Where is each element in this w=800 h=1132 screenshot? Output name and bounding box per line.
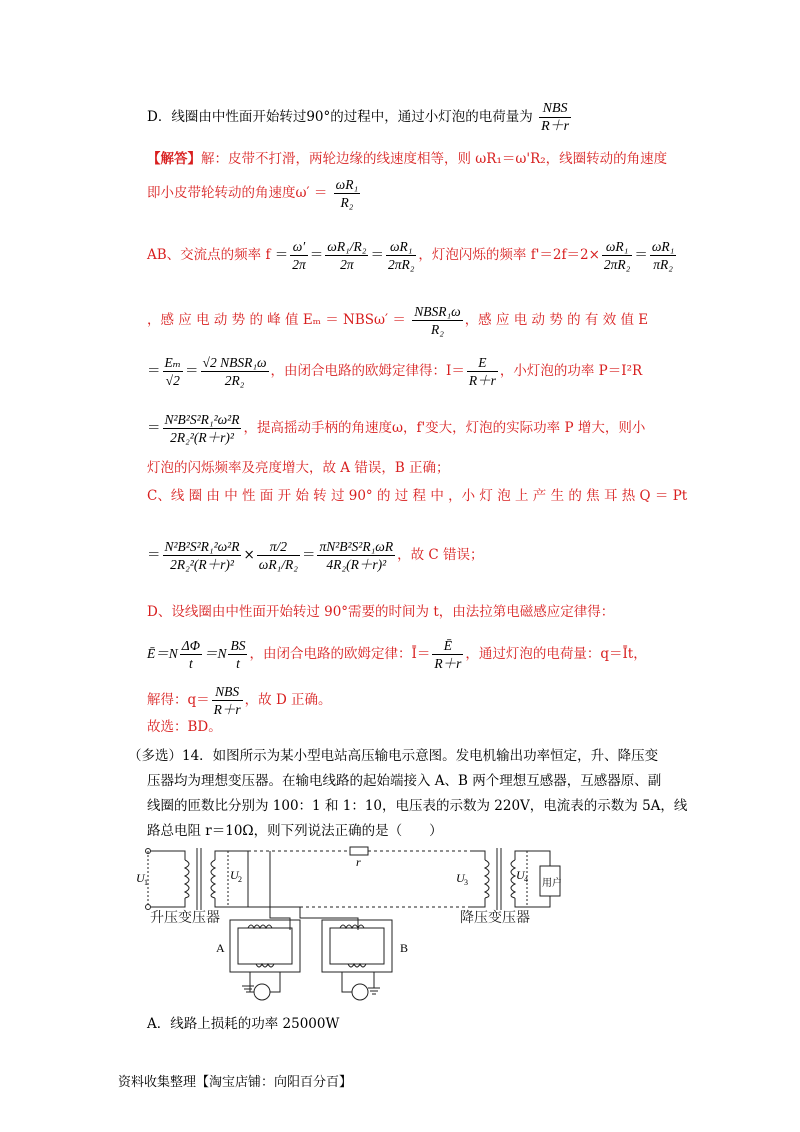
q14-line-3 (147, 797, 687, 815)
label-u4-sub: 4 (524, 875, 528, 884)
label-u2: U (230, 868, 239, 882)
fraction-numerator: ω′ (290, 238, 308, 256)
step-down-primary-wire (470, 851, 485, 907)
fraction-denominator: 2π (292, 257, 306, 272)
fraction-denominator: 4R₂(R＋r)² (326, 557, 387, 572)
fraction-numerator: ωR₁ (651, 239, 675, 254)
q14-line-1 (128, 747, 658, 765)
fraction-numerator: NBS (539, 100, 571, 118)
fraction-numerator: ωR₁ (335, 177, 359, 192)
question-text: 压器均为理想变压器。在输电线路的起始端接入 A、B 两个理想互感器，互感器原、副 (147, 773, 662, 789)
meter-b-wire (342, 972, 374, 992)
fraction-denominator: R₂ (430, 322, 444, 337)
fraction-denominator: 2R₂ (224, 373, 245, 388)
answer-text: ，感 应 电 动 势 的 峰 值 Eₘ ＝ NBSω′ ＝ (147, 312, 406, 328)
label-r: r (356, 855, 361, 869)
answer-line-8 (147, 487, 687, 505)
answer-line-13 (147, 718, 222, 736)
label-u3: U (456, 871, 465, 885)
fraction-denominator: R＋r (468, 373, 496, 388)
fraction (412, 303, 462, 338)
answer-line-1 (147, 150, 667, 168)
label-u1: U (136, 871, 145, 885)
answer-line-5: ＝ $\frac{\text{Eₘ}}{√2}$ ＝ $\frac{\text{√2 NBSR₁ω}}{\text{2R₂}}$ ，由闭合电路的欧姆定律得：I＝ $\frac{E}{R+r}$ ，小灯泡的功率 P＝I²R (147, 355, 643, 388)
fraction-numerator: N²B²S²R₁²ω²R (164, 412, 240, 427)
label-u4: U (516, 868, 525, 882)
fraction-numerator: ωR₁ (602, 238, 632, 256)
fraction (163, 411, 242, 446)
fraction-denominator: 2πR₂ (603, 257, 631, 272)
primary-wire (151, 851, 185, 907)
answer-line-4 (147, 303, 648, 338)
answer-text: 故选：BD。 (147, 719, 222, 735)
fraction-denominator: R＋r (434, 656, 462, 671)
fraction (163, 538, 242, 573)
tap-a-wire (270, 851, 290, 930)
answer-tag: 【解答】 (147, 151, 201, 167)
fraction (257, 538, 300, 573)
fraction (201, 354, 269, 389)
answer-text: ，小灯泡的功率 P＝I²R (499, 363, 643, 379)
label-u3-sub: 3 (464, 878, 468, 887)
option-a-text: A．线路上损耗的功率 25000W (147, 1016, 340, 1032)
power-transmission-diagram (130, 838, 570, 1008)
fraction (317, 538, 395, 573)
question-text: 路总电阻 r＝10Ω，则下列说法正确的是（ ） (147, 823, 443, 839)
page-footer: 资料收集整理【淘宝店铺：向阳百分百】 (118, 1075, 353, 1090)
fraction-denominator: πR₂ (653, 257, 673, 272)
fraction (432, 637, 463, 672)
fraction-denominator: R＋r (541, 119, 570, 134)
ground-b (368, 988, 380, 994)
fraction-numerator: ωR₁/R₂ (327, 239, 367, 254)
fraction (290, 238, 308, 273)
fraction-numerator: πN²B²S²R₁ωR (319, 539, 394, 554)
fraction (334, 176, 360, 211)
fraction-numerator: NBS (212, 683, 243, 701)
q14-line-2 (147, 772, 661, 790)
answer-text: 解：皮带不打滑，两轮边缘的线速度相等，则 ωR₁＝ω'R₂，线圈转动的角速度 (201, 151, 668, 167)
answer-text: ，故 D 正确。 (244, 692, 332, 708)
fraction (467, 354, 498, 389)
ground-a (242, 986, 254, 992)
fraction-denominator: 2R₂²(R＋r)² (170, 557, 234, 572)
fraction (212, 683, 243, 718)
label-user: 用户 (542, 878, 562, 889)
fraction (180, 637, 202, 672)
fraction-denominator: ωR₁/R₂ (258, 557, 298, 572)
fraction-numerator: Ē (432, 637, 463, 655)
answer-text: ，由闭合电路的欧姆定律得：I＝ (270, 363, 465, 379)
label-b: B (400, 941, 409, 955)
question-text: 线圈的匝数比分别为 100：1 和 1：10，电压表的示数为 220V，电流表的示数为 5A，线 (147, 798, 688, 814)
fraction-denominator: t (188, 656, 193, 671)
fraction-denominator: R＋r (213, 702, 241, 717)
fraction (325, 238, 368, 273)
fraction-numerator: NBSR₁ω (414, 304, 461, 319)
option-d (147, 100, 573, 135)
fraction-numerator: √2 NBSR₁ω (202, 355, 267, 370)
fraction-numerator: ωR₁ (386, 238, 416, 256)
answer-text: ，通过灯泡的电荷量：q＝Īt， (465, 646, 647, 662)
fraction-numerator: E (467, 354, 498, 372)
step-up-secondary-coil (211, 860, 215, 898)
fraction-denominator: 2π (340, 257, 354, 272)
answer-text: 即小皮带轮转动的角速度ω′ ＝ (147, 185, 328, 201)
fraction-denominator: √2 (165, 373, 180, 388)
label-u1-sub: 1 (144, 878, 148, 887)
times-sign: × (243, 547, 255, 563)
answer-line-7 (147, 459, 450, 477)
fraction (163, 354, 184, 389)
fraction-denominator: 2R₂²(R＋r)² (170, 430, 234, 445)
fraction-numerator: π/2 (257, 538, 300, 556)
fraction-numerator: N²B²S²R₁²ω²R (164, 539, 240, 554)
answer-line-10 (147, 603, 614, 621)
step-down-primary-coil (485, 860, 489, 898)
answer-text: D、设线圈由中性面开始转过 90°需要的时间为 t，由法拉第电磁感应定律得： (147, 604, 615, 620)
fraction-numerator: Eₘ (164, 355, 182, 370)
label-step-down: 降压变压器 (460, 911, 530, 926)
step-down-secondary-coil (511, 860, 515, 898)
fraction-numerator: ΔΦ (181, 638, 200, 653)
label-a: A (216, 941, 225, 955)
answer-text: ，灯泡闪烁的频率 f'＝2f＝2× (418, 247, 600, 263)
answer-line-11 (147, 637, 647, 672)
label-u2-sub: 2 (238, 875, 242, 884)
fraction-numerator: BS (230, 638, 246, 653)
answer-text: AB、交流点的频率 f (147, 247, 271, 263)
step-up-primary-coil (185, 860, 189, 898)
answer-text: 灯泡的闪烁频率及亮度增大，故 A 错误，B 正确； (147, 460, 450, 476)
fraction-denominator: 2πR₂ (387, 257, 415, 272)
fraction (602, 238, 632, 273)
label-step-up: 升压变压器 (150, 911, 220, 926)
q14-option-a (147, 1015, 339, 1033)
fraction (386, 238, 416, 273)
fraction-denominator: t (236, 656, 240, 671)
instrument-transformer-b-core (330, 928, 384, 964)
math-text: Ē＝N (147, 646, 178, 661)
answer-text: ，故 C 错误； (397, 547, 484, 563)
fraction (228, 637, 247, 672)
answer-text: C、线 圈 由 中 性 面 开 始 转 过 90° 的 过 程 中 ，小 灯 泡 上 产 生 的 焦 耳 热 Q ＝ Pt (147, 488, 688, 504)
answer-text: ，提高摇动手柄的角速度ω，f'变大，灯泡的实际功率 P 增大，则小 (243, 420, 646, 436)
line-resistor (350, 847, 368, 855)
fraction (650, 238, 676, 273)
answer-line-6: ＝ $\frac{\text{N²B²S²R₁²ω²R}}{\text{2R₂²(R＋r)²}}$ ，提高摇动手柄的角速度ω，f'变大，灯泡的实际功率 P 增大，则小 (147, 412, 646, 445)
answer-text: ，感 应 电 动 势 的 有 效 值 E (464, 312, 649, 328)
terminal (146, 905, 151, 910)
answer-line-12 (147, 683, 332, 718)
answer-text: ，由闭合电路的欧姆定律：Ī＝ (249, 646, 431, 662)
question-text: （多选）14．如图所示为某小型电站高压输电示意图。发电机输出功率恒定，升、降压变 (128, 748, 659, 764)
ammeter-circle (352, 984, 368, 1000)
tap-b-wire (300, 907, 358, 930)
answer-text: 解得：q＝ (147, 692, 210, 708)
fraction-denominator: R₂ (340, 195, 354, 210)
answer-line-9: ＝ $\frac{\text{N²B²S²R₁²ω²R}}{\text{2R₂²(R＋r)²}}$ × $\frac{\pi/2}{\text{ωR₁/R₂}}$ ＝ $\frac{\text{πN²B²S²R₁ωR}}{\text{4R₂(R＋r)²}}$ ，故 C 错误； (147, 539, 484, 572)
voltmeter-circle (254, 984, 270, 1000)
answer-line-2 (147, 176, 362, 211)
option-d-text: D．线圈由中性面开始转过90°的过程中，通过小灯泡的电荷量为 (147, 109, 533, 125)
math-text: ＝N (203, 646, 227, 661)
answer-line-3: AB、交流点的频率 f ＝ $\frac{\omega'}{2\pi}$ ＝ $\frac{\text{ωR₁/R₂}}{2\pi}$ ＝ $\frac{\text{ωR₁}}{\text{2πR₂}}$ ，灯泡闪烁的频率 f'＝2f＝2× $\frac{\text{ωR₁}}{\text{2πR₂}}$ ＝ $\frac{\text{ωR₁}}{\text{πR₂}}$ (147, 239, 675, 272)
instrument-transformer-a-core (238, 928, 292, 964)
option-d-fraction (539, 100, 571, 135)
